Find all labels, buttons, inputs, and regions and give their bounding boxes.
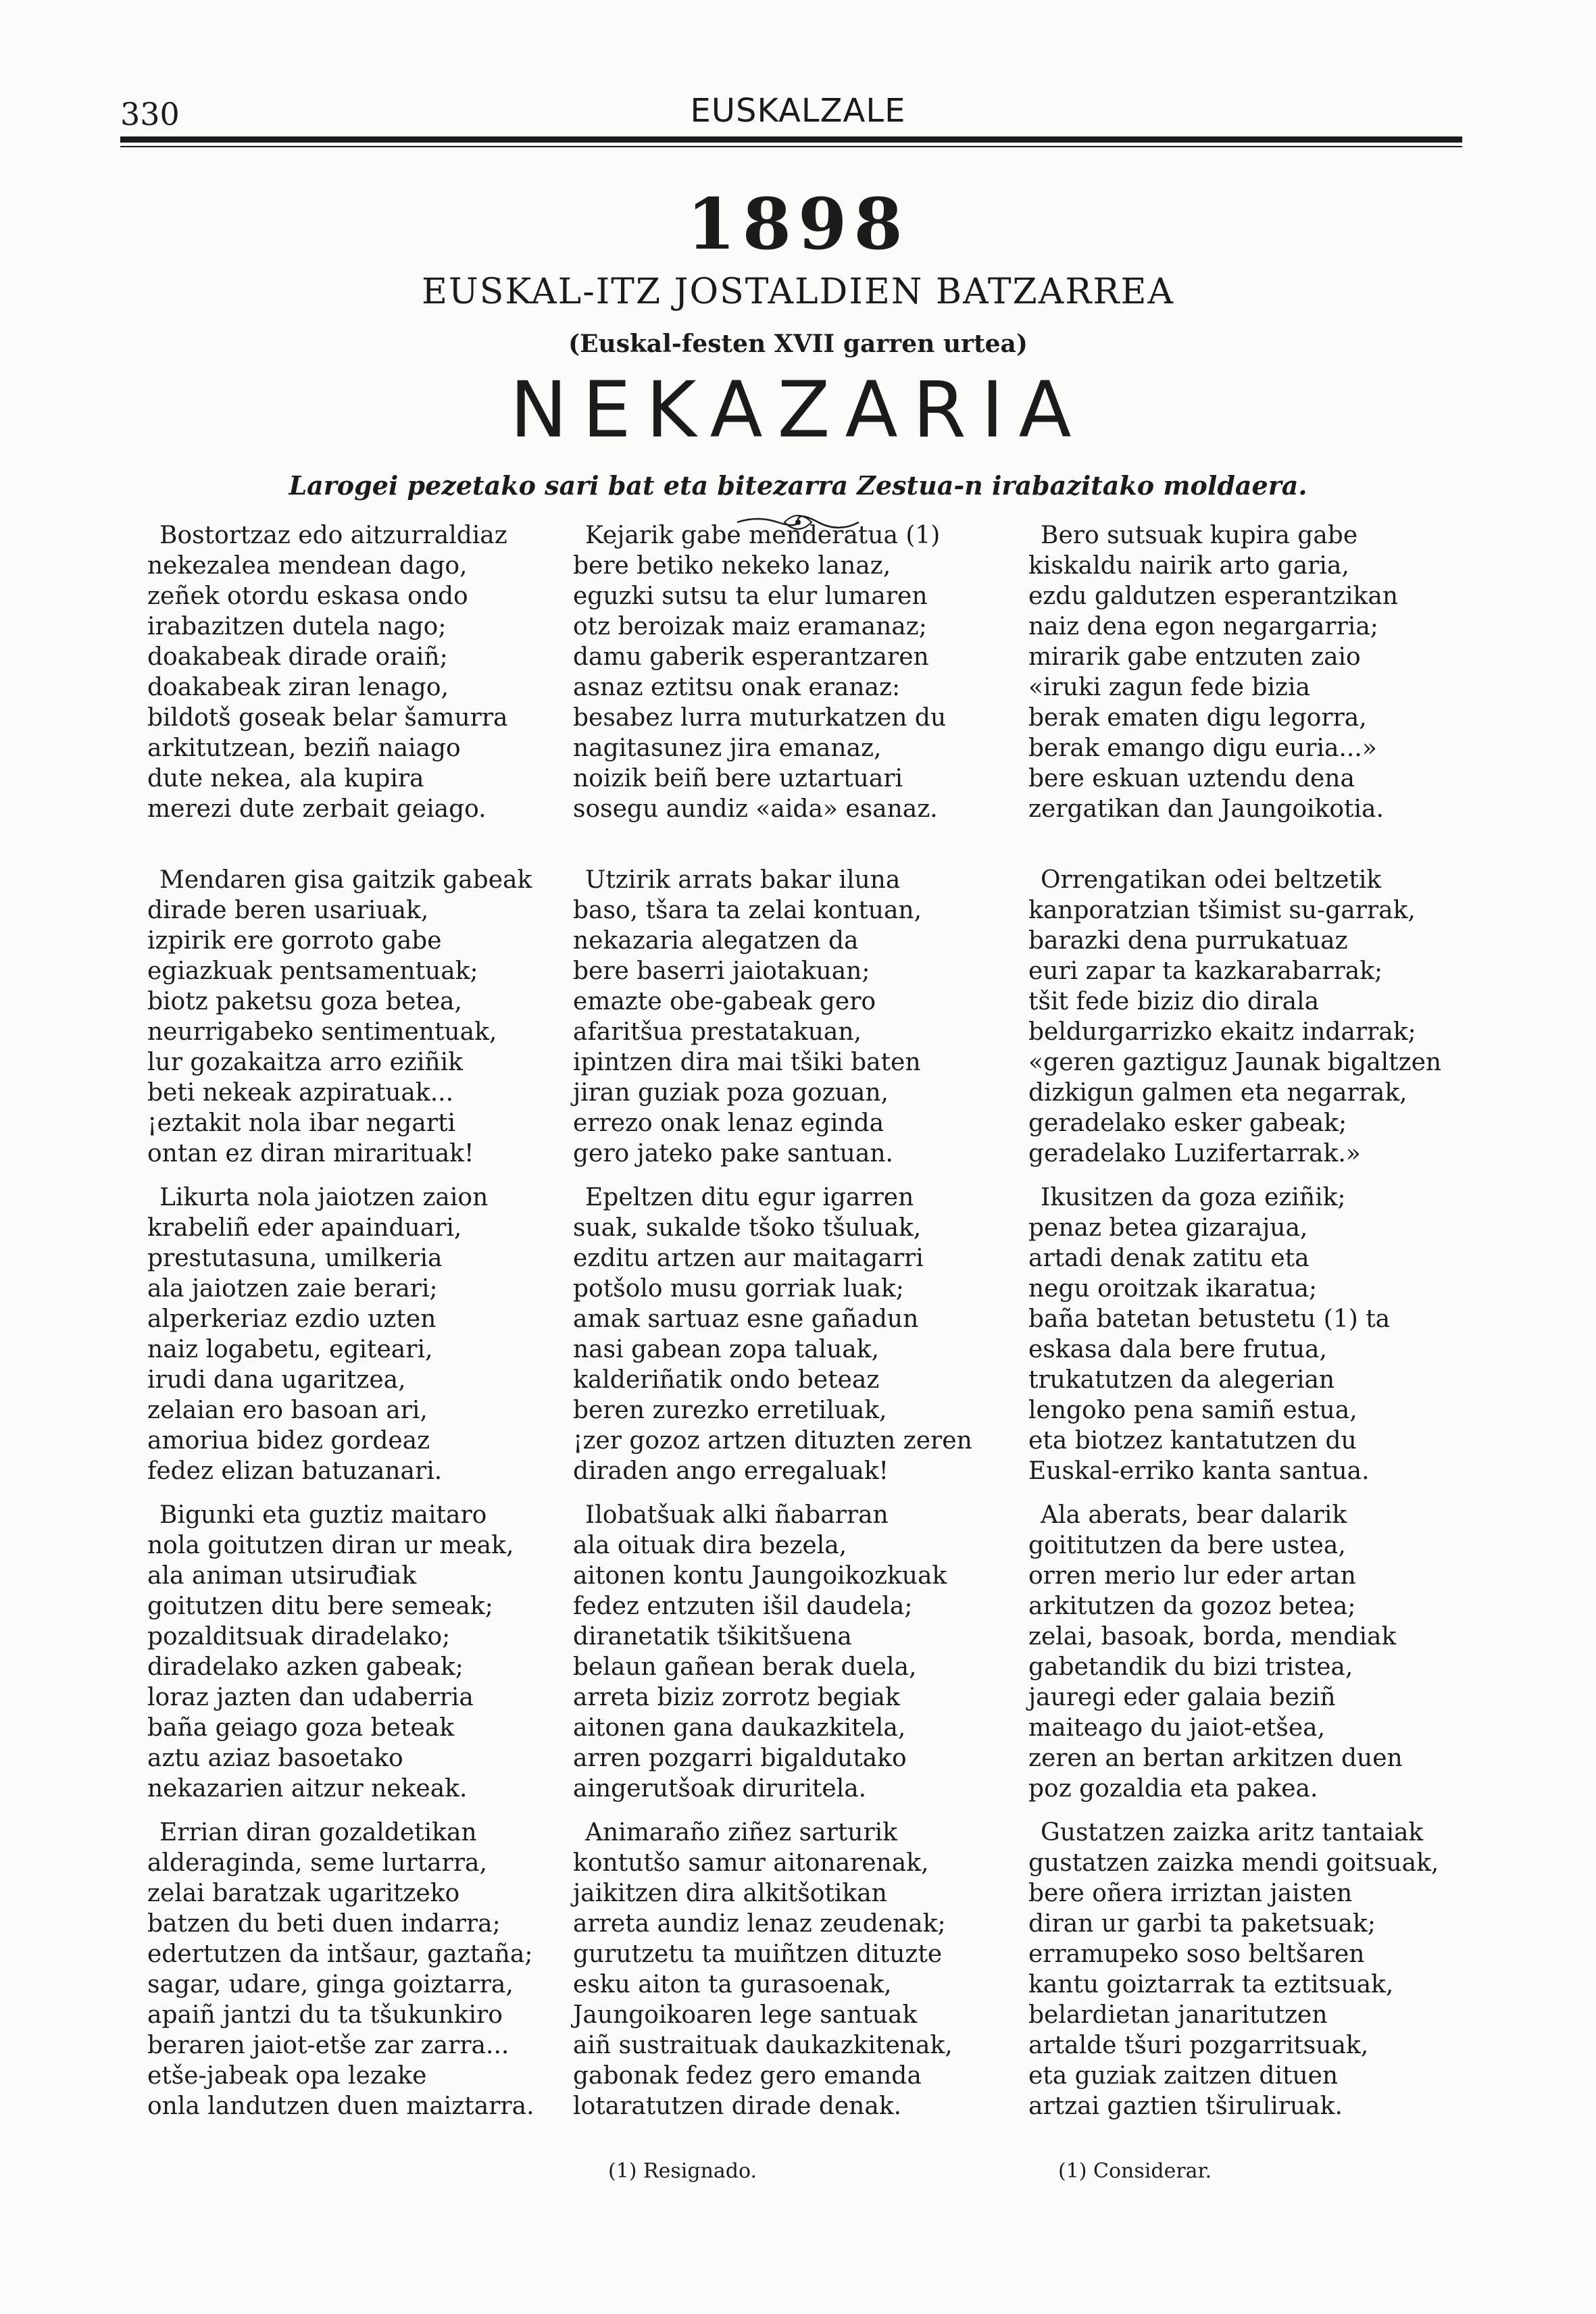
verse-line: Ikusitzen da goza eziñik; [1041,1184,1346,1211]
verse-line: Bero sutsuak kupira gabe [1041,522,1358,549]
verse-line: negu oroitzak ikaratua; [1028,1275,1318,1303]
main-title: NEKAZARIA [509,365,1087,455]
verse-line: ala oituak dira bezela, [573,1532,847,1559]
verse-line: ala jaiotzen zaie berari; [147,1275,438,1303]
verse-line: aztu aziaz basoetako [147,1744,403,1772]
verse-line: eskasa dala bere frutua, [1028,1336,1327,1363]
verse-line: zelai, basoak, borda, mendiak [1028,1623,1397,1651]
verse-line: alderaginda, seme lurtarra, [147,1849,487,1877]
verse-line: arreta aundiz lenaz zeudenak; [573,1910,946,1938]
verse-line: naiz logabetu, egiteari, [147,1336,433,1363]
verse-line: otz beroizak maiz eramanaz; [573,613,927,640]
verse-line: beldurgarrizko ekaitz indarrak; [1028,1018,1416,1046]
verse-line: Animaraño ziñez sarturik [585,1819,897,1846]
verse-line: arkitutzean, beziñ naiago [147,734,461,762]
verse-line: alperkeriaz ezdio uzten [147,1305,437,1333]
verse-line: ala animan utsiruđiak [147,1562,417,1590]
stanza [1028,1182,1461,1486]
stanza [147,1817,580,2121]
verse-line: arreta biziz zorrotz begiak [573,1684,900,1711]
verse-line: nekezalea mendean dago, [147,552,468,580]
verse-line: izpirik ere gorroto gabe [147,927,442,955]
verse-line: dizkigun galmen eta negarrak, [1028,1079,1407,1107]
verse-line: naiz dena egon negargarria; [1028,613,1378,640]
verse-line: asnaz eztitsu onak eranaz: [573,674,901,701]
verse-line: Ala aberats, bear dalarik [1041,1501,1347,1529]
verse-line: irudi dana ugaritzea, [147,1366,406,1394]
verse-line: noizik beiñ bere uztartuari [573,765,903,793]
verse-line: «iruki zagun fede bizia [1028,674,1310,701]
verse-line: artadi denak zatitu eta [1028,1244,1310,1272]
verse-line: goititutzen da bere ustea, [1028,1532,1346,1559]
verse-line: emazte obe-gabeak gero [573,988,876,1015]
verse-line: «geren gaztiguz Jaunak bigaltzen [1028,1049,1442,1076]
verse-line: jaikitzen dira alkitšotikan [573,1880,887,1907]
verse-line: gabetandik du bizi tristea, [1028,1653,1353,1681]
verse-line: kontutšo samur aitonarenak, [573,1849,929,1877]
verse-line: kantu goiztarrak ta eztitsuak, [1028,1971,1394,1998]
verse-line: barazki dena purrukatuaz [1028,927,1348,955]
verse-line: aitonen kontu Jaungoikozkuak [573,1562,947,1590]
verse-line: Jaungoikoaren lege santuak [573,2001,918,2029]
verse-line: diran ur garbi ta paketsuak; [1028,1910,1376,1938]
verse-line: erramupeko soso beltšaren [1028,1940,1365,1968]
verse-line: apaiñ jantzi du ta tšukunkiro [147,2001,503,2029]
verse-line: Gustatzen zaizka aritz tantaiak [1041,1819,1424,1846]
verse-line: gustatzen zaizka mendi goitsuak, [1028,1849,1439,1877]
verse-line: lur gozakaitza arro eziñik [147,1049,463,1076]
edition-note: (Euskal-festen XVII garren urtea) [568,330,1028,358]
verse-line: dute nekea, ala kupira [147,765,424,793]
verse-line: beraren jaiot-etše zar zarra... [147,2032,509,2059]
verse-line: onla landutzen duen maiztarra. [147,2092,534,2120]
verse-line: biotz paketsu goza betea, [147,988,462,1015]
stanza [573,1500,1005,1804]
verse-line: penaz betea gizarajua, [1028,1214,1308,1242]
header-rule-thin [120,146,1462,147]
verse-line: Errian diran gozaldetikan [159,1819,477,1846]
verse-line: dirade beren usariuak, [147,897,429,924]
verse-line: suak, sukalde tšoko tšuluak, [573,1214,922,1242]
verse-line: amoriua bidez gordeaz [147,1427,430,1455]
verse-line: baso, tšara ta zelai kontuan, [573,897,922,924]
header-rule [120,136,1462,143]
verse-line: Kejarik gabe menderatua (1) [585,522,941,549]
verse-line: bildotš goseak belar šamurra [147,704,508,732]
verse-line: esku aiton ta gurasoenak, [573,1971,892,1998]
footnote-2: (1) Considerar. [1058,2159,1212,2183]
verse-line: gero jateko pake santuan. [573,1140,893,1167]
verse-line: beti nekeak azpiratuak... [147,1079,454,1107]
verse-line: loraz jazten dan udaberria [147,1684,474,1711]
verse-line: bere baserri jaiotakuan; [573,957,870,985]
verse-line: kanporatzian tšimist su-garrak, [1028,897,1416,924]
stanza [573,1817,1005,2121]
verse-line: ¡zer gozoz artzen dituzten zeren [573,1427,972,1455]
stanza [573,1182,1005,1486]
verse-line: aiñ sustraituak daukazkitenak, [573,2032,953,2059]
verse-line: tšit fede biziz dio dirala [1028,988,1320,1015]
verse-line: krabeliñ eder apainduari, [147,1214,462,1242]
verse-line: ¡eztakit nola ibar negarti [147,1109,456,1137]
verse-line: neurrigabeko sentimentuak, [147,1018,497,1046]
verse-line: irabazitzen dutela nago; [147,613,447,640]
verse-line: Euskal-erriko kanta santua. [1028,1457,1370,1485]
verse-line: kiskaldu nairik arto garia, [1028,552,1349,580]
year-heading: 1898 [687,182,909,266]
verse-line: fedez elizan batuzanari. [147,1457,443,1485]
verse-line: euri zapar ta kazkarabarrak; [1028,957,1383,985]
page-number: 330 [120,96,180,132]
verse-line: Ilobatšuak alki ñabarran [585,1501,889,1529]
verse-line: belaun gañean berak duela, [573,1653,917,1681]
verse-line: lotaratutzen dirade denak. [573,2092,902,2120]
verse-line: Epeltzen ditu egur igarren [585,1184,914,1211]
verse-line: gurutzetu ta muiñtzen dituzte [573,1940,943,1968]
verse-line: sosegu aundiz «aida» esanaz. [573,795,938,823]
verse-line: ezditu artzen aur maitagarri [573,1244,924,1272]
verse-line: arkitutzen da gozoz betea; [1028,1592,1356,1620]
stanza [147,865,580,1169]
verse-line: maiteago du jaiot-etšea, [1028,1714,1326,1742]
verse-line: nekazarien aitzur nekeak. [147,1775,468,1803]
verse-line: ontan ez diran mirarituak! [147,1140,474,1167]
verse-line: aingerutšoak diruritela. [573,1775,867,1803]
verse-line: gabonak fedez gero emanda [573,2062,922,2090]
verse-line: bere betiko nekeko lanaz, [573,552,891,580]
verse-line: prestutasuna, umilkeria [147,1244,443,1272]
verse-line: eta guziak zaitzen dituen [1028,2062,1339,2090]
verse-line: merezi dute zerbait geiago. [147,795,487,823]
stanza [1028,865,1461,1169]
verse-line: Bostortzaz edo aitzurraldiaz [159,522,507,549]
verse-line: doakabeak ziran lenago, [147,674,449,701]
verse-line: baña batetan betustetu (1) ta [1028,1305,1391,1333]
verse-line: zelaian ero basoan ari, [147,1397,428,1424]
verse-line: etše-jabeak opa lezake [147,2062,427,2090]
verse-line: berak emango digu euria...» [1028,734,1377,762]
verse-line: artzai gaztien tširuliruak. [1028,2092,1343,2120]
running-header-title: EUSKALZALE [690,92,906,130]
verse-line: arren pozgarri bigaldutako [573,1744,907,1772]
verse-line: errezo onak lenaz eginda [573,1109,884,1137]
verse-line: orren merio lur eder artan [1028,1562,1356,1590]
verse-line: sagar, udare, ginga goiztarra, [147,1971,514,1998]
verse-line: geradelako esker gabeak; [1028,1109,1347,1137]
verse-line: batzen du beti duen indarra; [147,1910,501,1938]
footnote-1: (1) Resignado. [608,2159,757,2183]
verse-line: nasi gabean zopa taluak, [573,1336,879,1363]
verse-line: eguzki sutsu ta elur lumaren [573,582,928,610]
verse-line: jiran guziak poza gozuan, [573,1079,889,1107]
verse-line: zergatikan dan Jaungoikotia. [1028,795,1384,823]
stanza [573,865,1005,1169]
verse-line: berak ematen digu legorra, [1028,704,1367,732]
verse-line: nekazaria alegatzen da [573,927,859,955]
stanza [147,520,580,824]
stanza [1028,1500,1461,1804]
verse-line: Bigunki eta guztiz maitaro [159,1501,487,1529]
verse-line: Likurta nola jaiotzen zaion [159,1184,489,1211]
verse-line: diranetatik tšikitšuena [573,1623,852,1651]
verse-line: zeren an bertan arkitzen duen [1028,1744,1403,1772]
verse-line: zelai baratzak ugaritzeko [147,1880,460,1907]
verse-line: diraden ango erregaluak! [573,1457,889,1485]
stanza [147,1500,580,1804]
verse-line: poz gozaldia eta pakea. [1028,1775,1318,1803]
verse-line: trukatutzen da alegerian [1028,1366,1335,1394]
verse-line: Mendaren gisa gaitzik gabeak [159,866,532,894]
stanza [1028,1817,1461,2121]
verse-line: doakabeak dirade oraiñ; [147,643,448,671]
event-title: EUSKAL-ITZ JOSTALDIEN BATZARREA [421,272,1175,312]
verse-line: goitutzen ditu bere semeak; [147,1592,493,1620]
verse-line: egiazkuak pentsamentuak; [147,957,478,985]
verse-line: ezdu galdutzen esperantzikan [1028,582,1398,610]
verse-line: nola goitutzen diran ur meak, [147,1532,514,1559]
verse-line: edertutzen da intšaur, gaztaña; [147,1940,533,1968]
verse-line: Orrengatikan odei beltzetik [1041,866,1382,894]
verse-line: eta biotzez kantatutzen du [1028,1427,1357,1455]
stanza [147,1182,580,1486]
verse-line: artalde tšuri pozgarritsuak, [1028,2032,1369,2059]
verse-line: baña geiago goza beteak [147,1714,455,1742]
verse-line: zeñek otordu eskasa ondo [147,582,468,610]
verse-line: pozalditsuak diradelako; [147,1623,451,1651]
stanza [573,520,1005,824]
verse-line: beren zurezko erretiluak, [573,1397,887,1424]
stanza [1028,520,1461,824]
verse-line: Utzirik arrats bakar iluna [585,866,901,894]
verse-line: damu gaberik esperantzaren [573,643,929,671]
verse-line: mirarik gabe entzuten zaio [1028,643,1361,671]
verse-line: kalderiñatik ondo beteaz [573,1366,880,1394]
verse-line: bere oñera irriztan jaisten [1028,1880,1353,1907]
verse-line: nagitasunez jira emanaz, [573,734,882,762]
verse-line: afaritšua prestatakuan, [573,1018,862,1046]
verse-line: amak sartuaz esne gañadun [573,1305,919,1333]
verse-line: besabez lurra muturkatzen du [573,704,947,732]
verse-line: aitonen gana daukazkitela, [573,1714,906,1742]
verse-line: geradelako Luzifertarrak.» [1028,1140,1361,1167]
verse-line: bere eskuan uztendu dena [1028,765,1355,793]
verse-line: ipintzen dira mai tšiki baten [573,1049,921,1076]
verse-line: lengoko pena samiñ estua, [1028,1397,1357,1424]
verse-line: jauregi eder galaia beziñ [1028,1684,1336,1711]
verse-line: potšolo musu gorriak luak; [573,1275,904,1303]
verse-line: fedez entzuten išil daudela; [573,1592,913,1620]
verse-line: diradelako azken gabeak; [147,1653,464,1681]
subtitle: Larogei pezetako sari bat eta bitezarra Zestua-n irabazitako moldaera. [289,470,1307,501]
verse-line: belardietan janaritutzen [1028,2001,1328,2029]
